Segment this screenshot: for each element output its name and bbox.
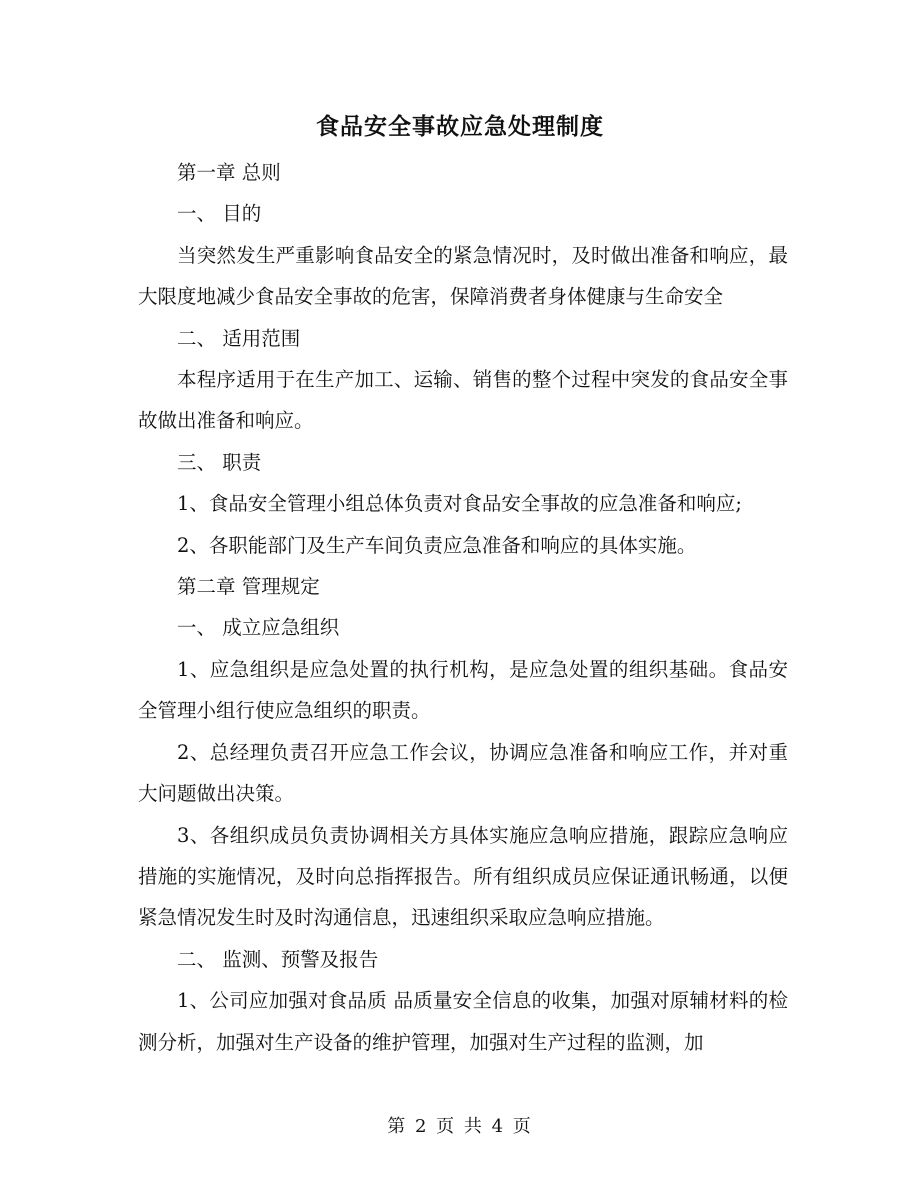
document-body (138, 152, 788, 1063)
page-number: 第 2 页 共 4 页 (387, 1116, 533, 1137)
paragraph: 本程序适用于在生产加工、运输、销售的整个过程中突发的食品安全事故做出准备和响应。 (138, 368, 788, 433)
paragraph: 当突然发生严重影响食品安全的紧急情况时，及时做出准备和响应，最大限度地减少食品安全事故的危害，保障消费者身体健康与生命安全 (138, 243, 788, 309)
section-heading: 一、 目的 (177, 202, 262, 226)
section-heading: 三、 职责 (177, 450, 262, 474)
paragraph: 2、各职能部门及生产车间负责应急准备和响应的具体实施。 (177, 533, 697, 557)
document-title: 食品安全事故应急处理制度 (316, 113, 604, 140)
paragraph: 3、各组织成员负责协调相关方具体实施应急响应措施，跟踪应急响应措施的实施情况，及时向总指挥报告。所有组织成员应保证通讯畅通，以便紧急情况发生时及时沟通信息，迅速组织采取应急响应措施。 (138, 823, 788, 930)
section-heading: 二、 监测、预警及报告 (177, 947, 379, 971)
paragraph: 2、总经理负责召开应急工作会议，协调应急准备和响应工作，并对重大问题做出决策。 (138, 740, 788, 806)
section-heading: 二、 适用范围 (177, 326, 301, 350)
chapter-heading: 第二章 管理规定 (177, 575, 320, 599)
section-heading: 一、 成立应急组织 (177, 616, 340, 640)
chapter-heading: 第一章 总则 (177, 161, 281, 184)
paragraph: 1、应急组织是应急处置的执行机构，是应急处置的组织基础。食品安全管理小组行使应急组织的职责。 (138, 657, 788, 723)
paragraph: 1、公司应加强对食品质 品质量安全信息的收集，加强对原辅材料的检测分析，加强对生产设备的维护管理，加强对生产过程的监测，加 (138, 989, 788, 1054)
paragraph: 1、食品安全管理小组总体负责对食品安全事故的应急准备和响应; (177, 492, 742, 516)
